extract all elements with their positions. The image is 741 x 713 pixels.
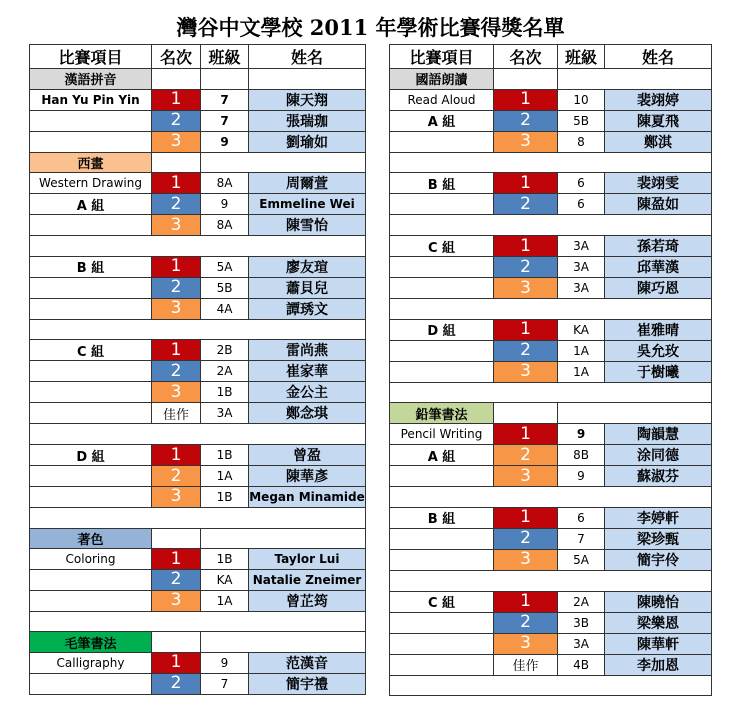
table-row bbox=[390, 528, 712, 549]
table-row bbox=[30, 110, 366, 131]
table-row bbox=[30, 549, 366, 570]
rank-2-cell: 2 bbox=[152, 673, 201, 694]
name-cell: 廖友瑄 bbox=[249, 256, 366, 277]
class-cell: 1B bbox=[201, 382, 249, 403]
right-award-table bbox=[389, 44, 712, 696]
table-row bbox=[30, 215, 366, 236]
table-row bbox=[30, 466, 366, 487]
class-cell: 6 bbox=[558, 194, 605, 215]
rank-3-cell: 3 bbox=[152, 487, 201, 508]
name-cell: 陳盈如 bbox=[605, 194, 712, 215]
class-cell: 2A bbox=[201, 361, 249, 382]
table-row bbox=[30, 487, 366, 508]
rank-3-cell: 3 bbox=[152, 131, 201, 152]
header-category: 比賽項目 bbox=[30, 45, 152, 69]
class-cell: KA bbox=[558, 319, 605, 340]
name-cell: 梁珍甄 bbox=[605, 528, 712, 549]
header-row bbox=[390, 45, 712, 69]
class-cell: 9 bbox=[201, 194, 249, 215]
table-row bbox=[30, 298, 366, 319]
name-cell: Natalie Zneimer bbox=[249, 569, 366, 590]
table-row bbox=[30, 277, 366, 298]
table-row bbox=[390, 507, 712, 528]
table-row bbox=[390, 466, 712, 487]
name-cell: 陳華彥 bbox=[249, 466, 366, 487]
table-row bbox=[390, 131, 712, 152]
group-label: B 組 bbox=[390, 507, 494, 528]
category-title: 西畫 bbox=[30, 152, 152, 173]
header-rank: 名次 bbox=[152, 45, 201, 69]
spacer-row bbox=[30, 507, 366, 528]
class-cell: 9 bbox=[558, 424, 605, 445]
group-label: B 組 bbox=[390, 173, 494, 194]
class-cell: 7 bbox=[201, 89, 249, 110]
table-row bbox=[30, 131, 366, 152]
rank-1-cell: 1 bbox=[494, 319, 558, 340]
rank-3-cell: 3 bbox=[494, 278, 558, 299]
category-row bbox=[390, 403, 712, 424]
name-cell: 崔家華 bbox=[249, 361, 366, 382]
category-title: 國語朗讀 bbox=[390, 69, 494, 90]
table-row bbox=[390, 549, 712, 570]
table-row bbox=[30, 590, 366, 611]
table-row bbox=[30, 194, 366, 215]
class-cell: 1B bbox=[201, 445, 249, 466]
header-row bbox=[30, 45, 366, 69]
name-cell: 涂同德 bbox=[605, 445, 712, 466]
name-cell: 李婷軒 bbox=[605, 507, 712, 528]
class-cell: 1B bbox=[201, 549, 249, 570]
name-cell: 劉瑜如 bbox=[249, 131, 366, 152]
class-cell: 8A bbox=[201, 173, 249, 194]
name-cell: 鄭念琪 bbox=[249, 403, 366, 424]
class-cell: 9 bbox=[558, 466, 605, 487]
table-row bbox=[30, 256, 366, 277]
class-cell: 7 bbox=[201, 673, 249, 694]
class-cell: 10 bbox=[558, 89, 605, 110]
name-cell: 范漢音 bbox=[249, 652, 366, 673]
class-cell: 8A bbox=[201, 215, 249, 236]
rank-3-cell: 3 bbox=[152, 215, 201, 236]
name-cell: 陳曉怡 bbox=[605, 591, 712, 612]
spacer-row bbox=[390, 152, 712, 173]
name-cell: 曾盈 bbox=[249, 445, 366, 466]
class-cell: 6 bbox=[558, 507, 605, 528]
class-cell: KA bbox=[201, 569, 249, 590]
rank-2-cell: 2 bbox=[494, 340, 558, 361]
header-class: 班級 bbox=[558, 45, 605, 69]
name-cell: 李加恩 bbox=[605, 654, 712, 675]
spacer-row bbox=[30, 424, 366, 445]
table-row bbox=[30, 173, 366, 194]
category-title: 著色 bbox=[30, 528, 152, 549]
name-cell: 陳天翔 bbox=[249, 89, 366, 110]
table-row bbox=[30, 403, 366, 424]
category-english: Coloring bbox=[30, 549, 152, 570]
name-cell: 張瑞珈 bbox=[249, 110, 366, 131]
class-cell: 3A bbox=[558, 633, 605, 654]
class-cell: 8 bbox=[558, 131, 605, 152]
honorable-mention-cell: 佳作 bbox=[152, 403, 201, 424]
header-name: 姓名 bbox=[605, 45, 712, 69]
rank-1-cell: 1 bbox=[494, 507, 558, 528]
table-row bbox=[390, 633, 712, 654]
group-label: C 組 bbox=[30, 340, 152, 361]
table-row bbox=[30, 89, 366, 110]
group-label: A 組 bbox=[390, 445, 494, 466]
table-row bbox=[390, 361, 712, 382]
rank-3-cell: 3 bbox=[494, 131, 558, 152]
name-cell: 陳巧恩 bbox=[605, 278, 712, 299]
class-cell: 1B bbox=[201, 487, 249, 508]
rank-1-cell: 1 bbox=[494, 591, 558, 612]
name-cell: 崔雅晴 bbox=[605, 319, 712, 340]
name-cell: 于樹曦 bbox=[605, 361, 712, 382]
name-cell: 陶韻慧 bbox=[605, 424, 712, 445]
rank-1-cell: 1 bbox=[152, 652, 201, 673]
category-row bbox=[30, 69, 366, 90]
rank-1-cell: 1 bbox=[152, 340, 201, 361]
category-row bbox=[30, 152, 366, 173]
class-cell: 3A bbox=[558, 278, 605, 299]
header-category: 比賽項目 bbox=[390, 45, 494, 69]
name-cell: 吳允玫 bbox=[605, 340, 712, 361]
group-label: A 組 bbox=[30, 194, 152, 215]
rank-2-cell: 2 bbox=[494, 110, 558, 131]
class-cell: 3A bbox=[558, 257, 605, 278]
table-row bbox=[390, 173, 712, 194]
page-title: 灣谷中文學校 2011 年學術比賽得獎名單 bbox=[176, 15, 565, 40]
rank-2-cell: 2 bbox=[494, 528, 558, 549]
table-row bbox=[30, 382, 366, 403]
class-cell: 5A bbox=[558, 549, 605, 570]
rank-3-cell: 3 bbox=[152, 298, 201, 319]
rank-2-cell: 2 bbox=[494, 194, 558, 215]
category-english: Pencil Writing bbox=[390, 424, 494, 445]
table-row bbox=[390, 424, 712, 445]
spacer-row bbox=[390, 675, 712, 696]
name-cell: 孫若琦 bbox=[605, 236, 712, 257]
class-cell: 5B bbox=[201, 277, 249, 298]
header-name: 姓名 bbox=[249, 45, 366, 69]
name-cell: 簡宇伶 bbox=[605, 549, 712, 570]
group-label: D 組 bbox=[390, 319, 494, 340]
table-row bbox=[390, 654, 712, 675]
name-cell: 曾芷筠 bbox=[249, 590, 366, 611]
class-cell: 4A bbox=[201, 298, 249, 319]
rank-2-cell: 2 bbox=[152, 194, 201, 215]
category-title: 鉛筆書法 bbox=[390, 403, 494, 424]
name-cell: Emmeline Wei bbox=[249, 194, 366, 215]
category-title: 毛筆書法 bbox=[30, 632, 152, 653]
class-cell: 3A bbox=[201, 403, 249, 424]
class-cell: 3B bbox=[558, 612, 605, 633]
rank-2-cell: 2 bbox=[152, 277, 201, 298]
class-cell: 2B bbox=[201, 340, 249, 361]
name-cell: 陳夏飛 bbox=[605, 110, 712, 131]
name-cell: 簡宇禮 bbox=[249, 673, 366, 694]
name-cell: 金公主 bbox=[249, 382, 366, 403]
group-label: D 組 bbox=[30, 445, 152, 466]
class-cell: 1A bbox=[558, 340, 605, 361]
rank-2-cell: 2 bbox=[152, 569, 201, 590]
table-row bbox=[390, 278, 712, 299]
spacer-row bbox=[390, 382, 712, 403]
rank-3-cell: 3 bbox=[152, 590, 201, 611]
rank-3-cell: 3 bbox=[494, 466, 558, 487]
rank-1-cell: 1 bbox=[152, 549, 201, 570]
rank-3-cell: 3 bbox=[494, 361, 558, 382]
class-cell: 6 bbox=[558, 173, 605, 194]
class-cell: 7 bbox=[201, 110, 249, 131]
table-row bbox=[390, 236, 712, 257]
spacer-row bbox=[30, 611, 366, 632]
name-cell: Taylor Lui bbox=[249, 549, 366, 570]
rank-3-cell: 3 bbox=[152, 382, 201, 403]
rank-1-cell: 1 bbox=[152, 89, 201, 110]
category-title: 漢語拼音 bbox=[30, 69, 152, 90]
category-row bbox=[30, 528, 366, 549]
class-cell: 1A bbox=[201, 466, 249, 487]
table-row bbox=[390, 319, 712, 340]
spacer-row bbox=[390, 487, 712, 508]
table-row bbox=[390, 257, 712, 278]
class-cell: 3A bbox=[558, 236, 605, 257]
name-cell: 陳雪怡 bbox=[249, 215, 366, 236]
group-label: A 組 bbox=[390, 110, 494, 131]
name-cell: 鄭淇 bbox=[605, 131, 712, 152]
name-cell: Megan Minamide bbox=[249, 487, 366, 508]
rank-2-cell: 2 bbox=[152, 466, 201, 487]
class-cell: 4B bbox=[558, 654, 605, 675]
name-cell: 雷尚燕 bbox=[249, 340, 366, 361]
rank-1-cell: 1 bbox=[494, 89, 558, 110]
spacer-row bbox=[30, 236, 366, 257]
spacer-row bbox=[390, 215, 712, 236]
left-award-table bbox=[29, 44, 366, 695]
class-cell: 8B bbox=[558, 445, 605, 466]
class-cell: 9 bbox=[201, 652, 249, 673]
name-cell: 譚琇文 bbox=[249, 298, 366, 319]
table-row bbox=[390, 445, 712, 466]
category-row bbox=[390, 69, 712, 90]
name-cell: 邱華漢 bbox=[605, 257, 712, 278]
rank-1-cell: 1 bbox=[152, 173, 201, 194]
table-row bbox=[390, 89, 712, 110]
spacer-row bbox=[390, 570, 712, 591]
name-cell: 蕭貝兒 bbox=[249, 277, 366, 298]
rank-1-cell: 1 bbox=[494, 173, 558, 194]
group-label: C 組 bbox=[390, 591, 494, 612]
table-row bbox=[30, 445, 366, 466]
table-row bbox=[30, 673, 366, 694]
spacer-row bbox=[30, 319, 366, 340]
rank-1-cell: 1 bbox=[152, 256, 201, 277]
rank-3-cell: 3 bbox=[494, 633, 558, 654]
rank-2-cell: 2 bbox=[494, 257, 558, 278]
class-cell: 5A bbox=[201, 256, 249, 277]
name-cell: 梁樂恩 bbox=[605, 612, 712, 633]
rank-3-cell: 3 bbox=[494, 549, 558, 570]
rank-1-cell: 1 bbox=[152, 445, 201, 466]
table-row bbox=[30, 569, 366, 590]
category-english: Calligraphy bbox=[30, 652, 152, 673]
name-cell: 周爾萱 bbox=[249, 173, 366, 194]
rank-2-cell: 2 bbox=[494, 612, 558, 633]
name-cell: 蘇淑芬 bbox=[605, 466, 712, 487]
class-cell: 2A bbox=[558, 591, 605, 612]
rank-2-cell: 2 bbox=[152, 110, 201, 131]
rank-2-cell: 2 bbox=[152, 361, 201, 382]
rank-2-cell: 2 bbox=[494, 445, 558, 466]
table-row bbox=[390, 110, 712, 131]
rank-1-cell: 1 bbox=[494, 424, 558, 445]
name-cell: 裴翊婷 bbox=[605, 89, 712, 110]
class-cell: 7 bbox=[558, 528, 605, 549]
category-english: Han Yu Pin Yin bbox=[30, 89, 152, 110]
category-english: Read Aloud bbox=[390, 89, 494, 110]
table-row bbox=[30, 652, 366, 673]
table-row bbox=[30, 340, 366, 361]
spacer-row bbox=[390, 299, 712, 320]
table-row bbox=[390, 591, 712, 612]
group-label: B 組 bbox=[30, 256, 152, 277]
table-row bbox=[390, 340, 712, 361]
class-cell: 1A bbox=[558, 361, 605, 382]
rank-1-cell: 1 bbox=[494, 236, 558, 257]
class-cell: 9 bbox=[201, 131, 249, 152]
honorable-mention-cell: 佳作 bbox=[494, 654, 558, 675]
header-class: 班級 bbox=[201, 45, 249, 69]
table-row bbox=[390, 612, 712, 633]
group-label: C 組 bbox=[390, 236, 494, 257]
table-row bbox=[390, 194, 712, 215]
category-english: Western Drawing bbox=[30, 173, 152, 194]
class-cell: 5B bbox=[558, 110, 605, 131]
name-cell: 陳華軒 bbox=[605, 633, 712, 654]
name-cell: 裴翊雯 bbox=[605, 173, 712, 194]
table-row bbox=[30, 361, 366, 382]
category-row bbox=[30, 632, 366, 653]
header-rank: 名次 bbox=[494, 45, 558, 69]
class-cell: 1A bbox=[201, 590, 249, 611]
